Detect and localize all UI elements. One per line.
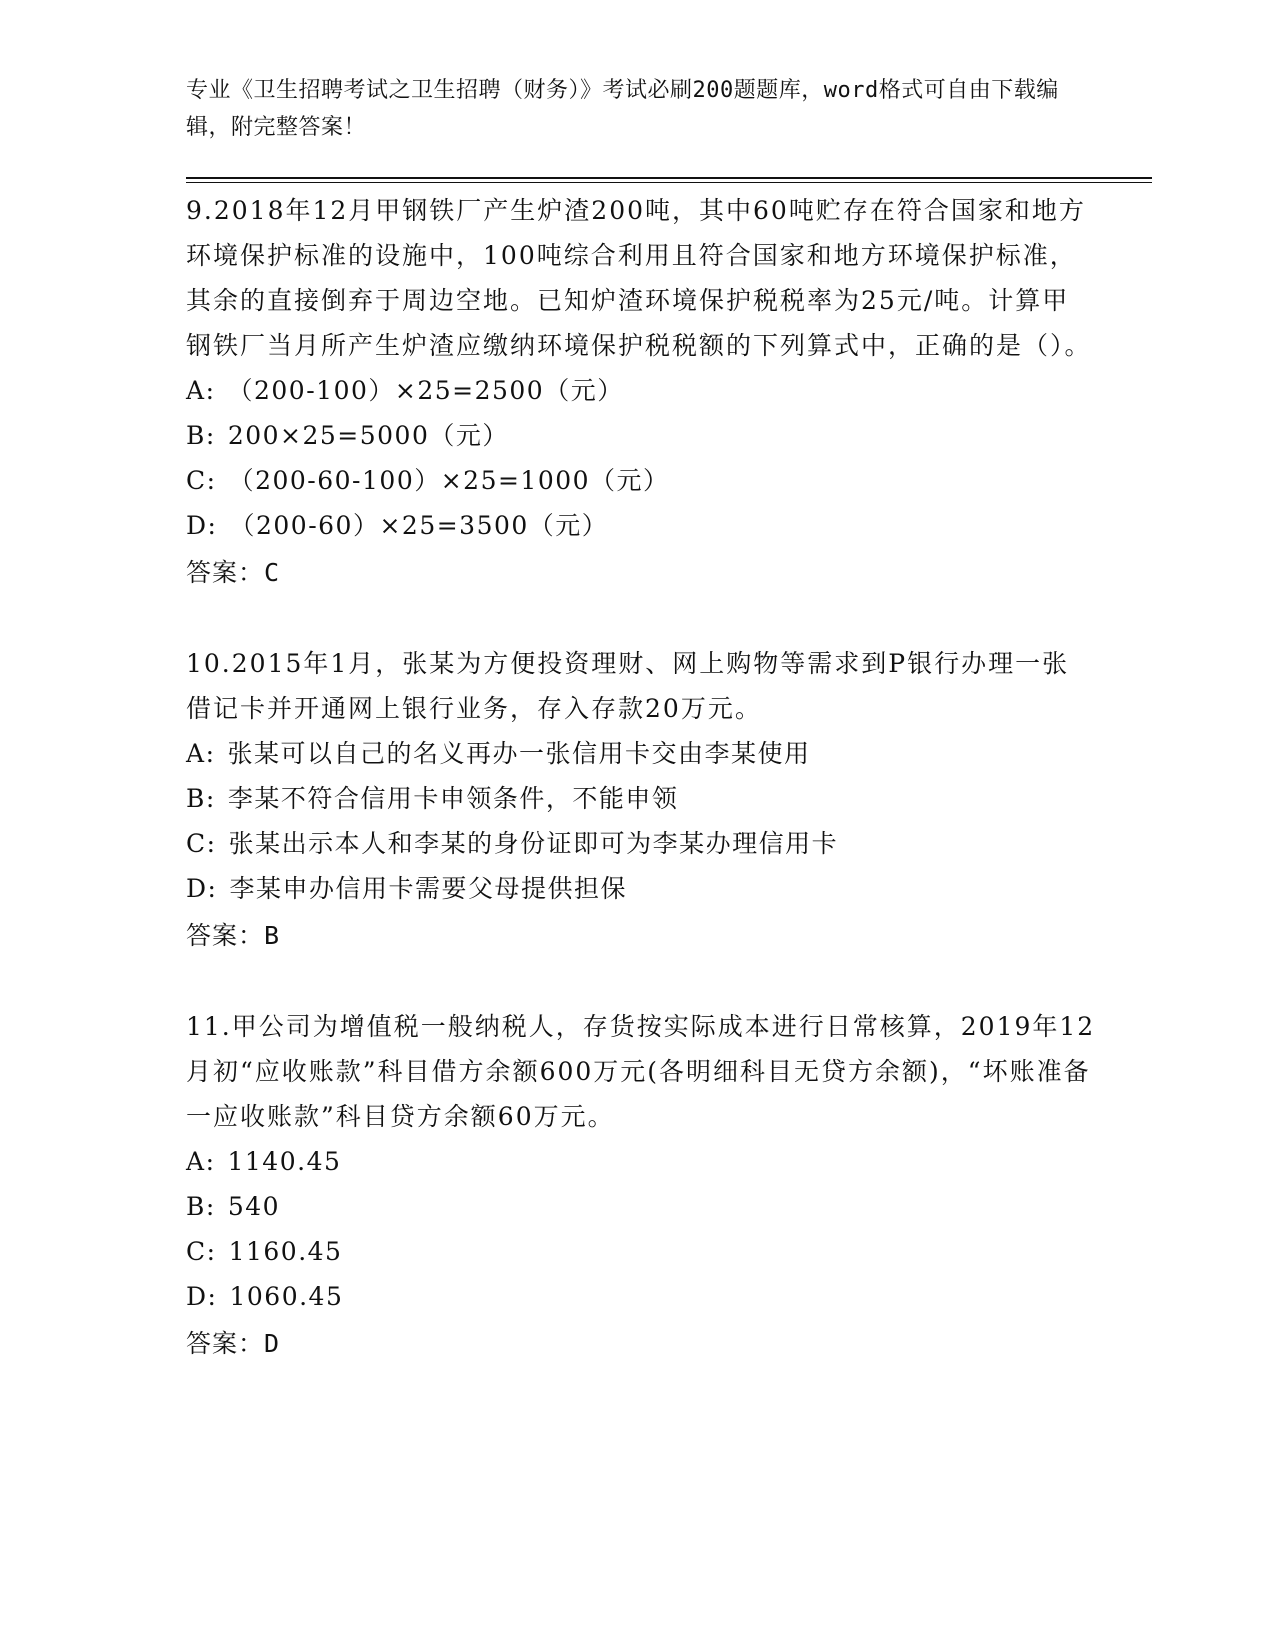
question-item <box>186 1004 1096 1366</box>
question-item <box>186 641 1096 958</box>
option-separator: : <box>205 376 216 405</box>
option-separator: : <box>205 739 216 768</box>
question-stem: 11.甲公司为增值税一般纳税人，存货按实际成本进行日常核算，2019年12月初“应收账款”科目借方余额600万元(各明细科目无贷方余额)，“坏账准备一应收账款”科目贷方余额60万元。 <box>186 1012 1096 1131</box>
answer-key: 答案：B <box>186 921 281 950</box>
option-letter: B <box>186 1192 206 1221</box>
option-b <box>186 1184 1096 1229</box>
question-stem: 10.2015年1月，张某为方便投资理财、网上购物等需求到P银行办理一张借记卡并开通网上银行业务，存入存款20万元。 <box>186 649 1070 723</box>
option-d <box>186 1274 1096 1319</box>
option-c <box>186 1229 1096 1274</box>
option-b <box>186 776 1096 821</box>
option-d <box>186 866 1096 911</box>
option-letter: A <box>186 376 206 405</box>
option-letter: B <box>186 421 206 450</box>
option-d <box>186 503 1096 548</box>
option-separator: : <box>207 511 218 540</box>
question-stem: 9.2018年12月甲钢铁厂产生炉渣200吨，其中60吨贮存在符合国家和地方环境保护标准的设施中，100吨综合利用且符合国家和地方环境保护标准，其余的直接倒弃于周边空地。已知炉渣环境保护税税率为25元/吨。计算甲钢铁厂当月所产生炉渣应缴纳环境保护税税额的下列算式中，正确的是（）。 <box>186 196 1092 360</box>
question-item <box>186 188 1096 595</box>
option-a <box>186 368 1096 413</box>
option-letter: D <box>186 511 208 540</box>
option-separator: : <box>205 1192 216 1221</box>
option-a <box>186 1139 1096 1184</box>
option-text: 李某申办信用卡需要父母提供担保 <box>229 874 627 903</box>
option-separator: : <box>205 784 216 813</box>
option-letter: A <box>186 1147 206 1176</box>
option-text: 1060.45 <box>229 1282 344 1311</box>
option-text: （200-100）×25=2500（元） <box>227 376 624 405</box>
option-letter: B <box>186 784 206 813</box>
option-text: （200-60-100）×25=1000（元） <box>228 466 670 495</box>
option-text: 李某不符合信用卡申领条件，不能申领 <box>227 784 679 813</box>
answer-key: 答案：D <box>186 1329 281 1358</box>
option-separator: : <box>207 874 218 903</box>
option-letter: D <box>186 1282 208 1311</box>
option-text: 张某可以自己的名义再办一张信用卡交由李某使用 <box>227 739 811 768</box>
answer-key: 答案：C <box>186 558 281 587</box>
option-letter: C <box>186 466 207 495</box>
option-text: 1140.45 <box>227 1147 342 1176</box>
option-text: 200×25=5000（元） <box>227 421 509 450</box>
option-c <box>186 458 1096 503</box>
option-letter: D <box>186 874 208 903</box>
option-text: 540 <box>227 1192 281 1221</box>
option-letter: C <box>186 1237 207 1266</box>
header-divider-thin <box>186 182 1152 183</box>
option-separator: : <box>205 421 216 450</box>
question-list <box>186 188 1096 1412</box>
option-letter: C <box>186 829 207 858</box>
option-separator: : <box>206 1237 217 1266</box>
option-separator: : <box>205 1147 216 1176</box>
option-text: 1160.45 <box>228 1237 343 1266</box>
document-header: 专业《卫生招聘考试之卫生招聘（财务）》考试必刷200题题库，word格式可自由下载编辑，附完整答案！ <box>186 78 1059 140</box>
option-text: 张某出示本人和李某的身份证即可为李某办理信用卡 <box>228 829 839 858</box>
option-separator: : <box>207 1282 218 1311</box>
option-letter: A <box>186 739 206 768</box>
option-a <box>186 731 1096 776</box>
header-divider <box>186 177 1152 179</box>
option-separator: : <box>206 829 217 858</box>
option-c <box>186 821 1096 866</box>
option-separator: : <box>206 466 217 495</box>
option-text: （200-60）×25=3500（元） <box>229 511 609 540</box>
option-b <box>186 413 1096 458</box>
